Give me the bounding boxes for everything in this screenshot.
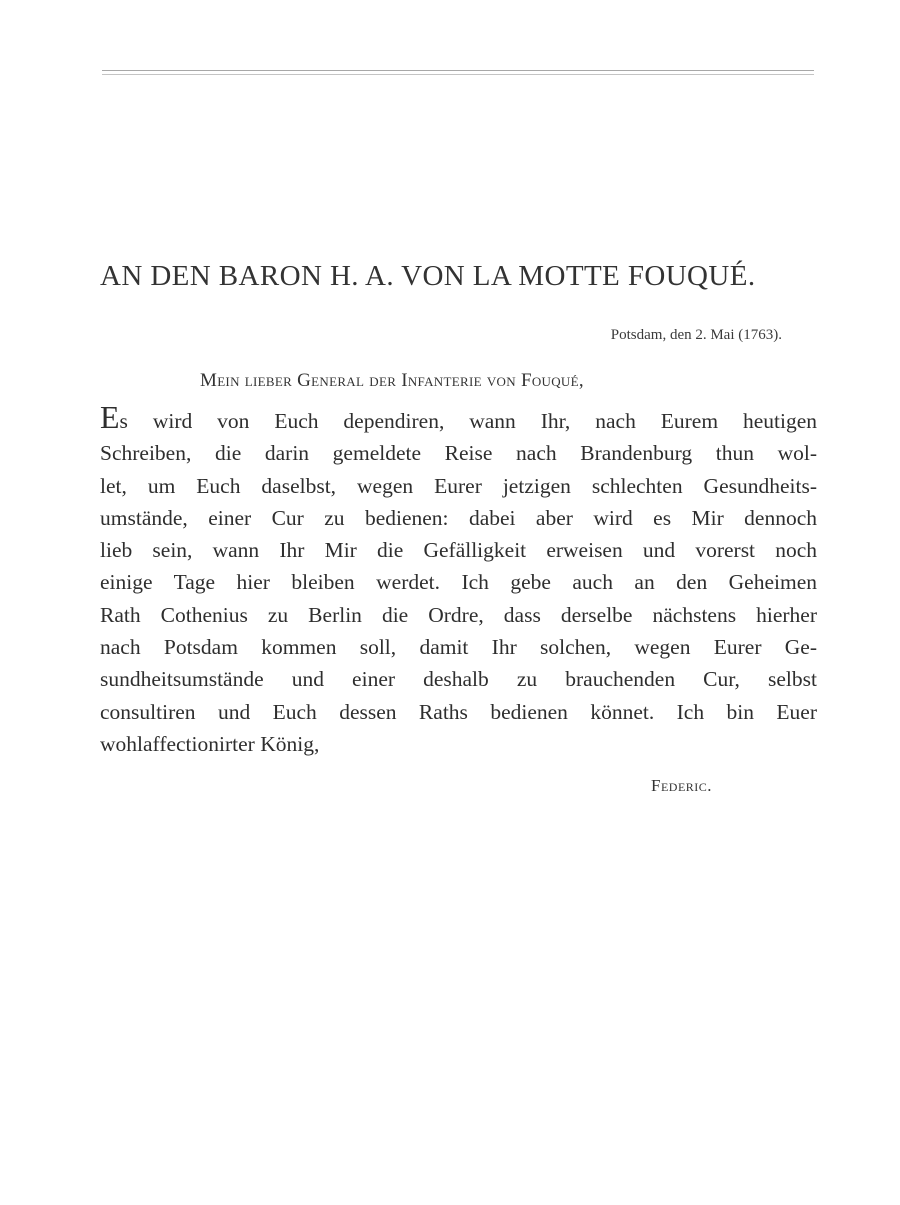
drop-cap: E (100, 399, 120, 435)
body-line: sundheitsumstände und einer deshalb zu brauchenden Cur, selbst (100, 667, 817, 692)
body-line: lieb sein, wann Ihr Mir die Gefälligkeit erweisen und vorerst noch (100, 538, 817, 563)
body-line: consultiren und Euch dessen Raths bedienen könnet. Ich bin Euer (100, 699, 817, 724)
body-line-1-text: s wird von Euch dependiren, wann Ihr, nach Eurem heutigen (119, 409, 817, 433)
letter-dateline: Potsdam, den 2. Mai (1763). (610, 327, 782, 343)
letter-signature: Federic. (651, 776, 713, 795)
letter-title: AN DEN BARON H. A. VON LA MOTTE FOUQUÉ. (100, 260, 756, 292)
body-line: let, um Euch daselbst, wegen Eurer jetzigen schlechten Gesundheits- (100, 473, 817, 498)
header-rule-bottom (102, 74, 814, 75)
body-line: Rath Cothenius zu Berlin die Ordre, dass derselbe nächstens hierher (100, 602, 817, 627)
body-line: nach Potsdam kommen soll, damit Ihr solchen, wegen Eurer Ge- (100, 635, 817, 660)
letter-body (100, 399, 817, 760)
body-line-1 (100, 399, 817, 437)
body-line: umstände, einer Cur zu bedienen: dabei aber wird es Mir dennoch (100, 505, 817, 530)
body-line-last: wohlaffectionirter König, (100, 731, 320, 756)
body-line: Schreiben, die darin gemeldete Reise nach Brandenburg thun wol- (100, 441, 817, 466)
letter-salutation: Mein lieber General der Infanterie von Fouqué, (200, 370, 584, 391)
header-rule-top (102, 70, 814, 71)
body-line: einige Tage hier bleiben werdet. Ich gebe auch an den Geheimen (100, 570, 817, 595)
